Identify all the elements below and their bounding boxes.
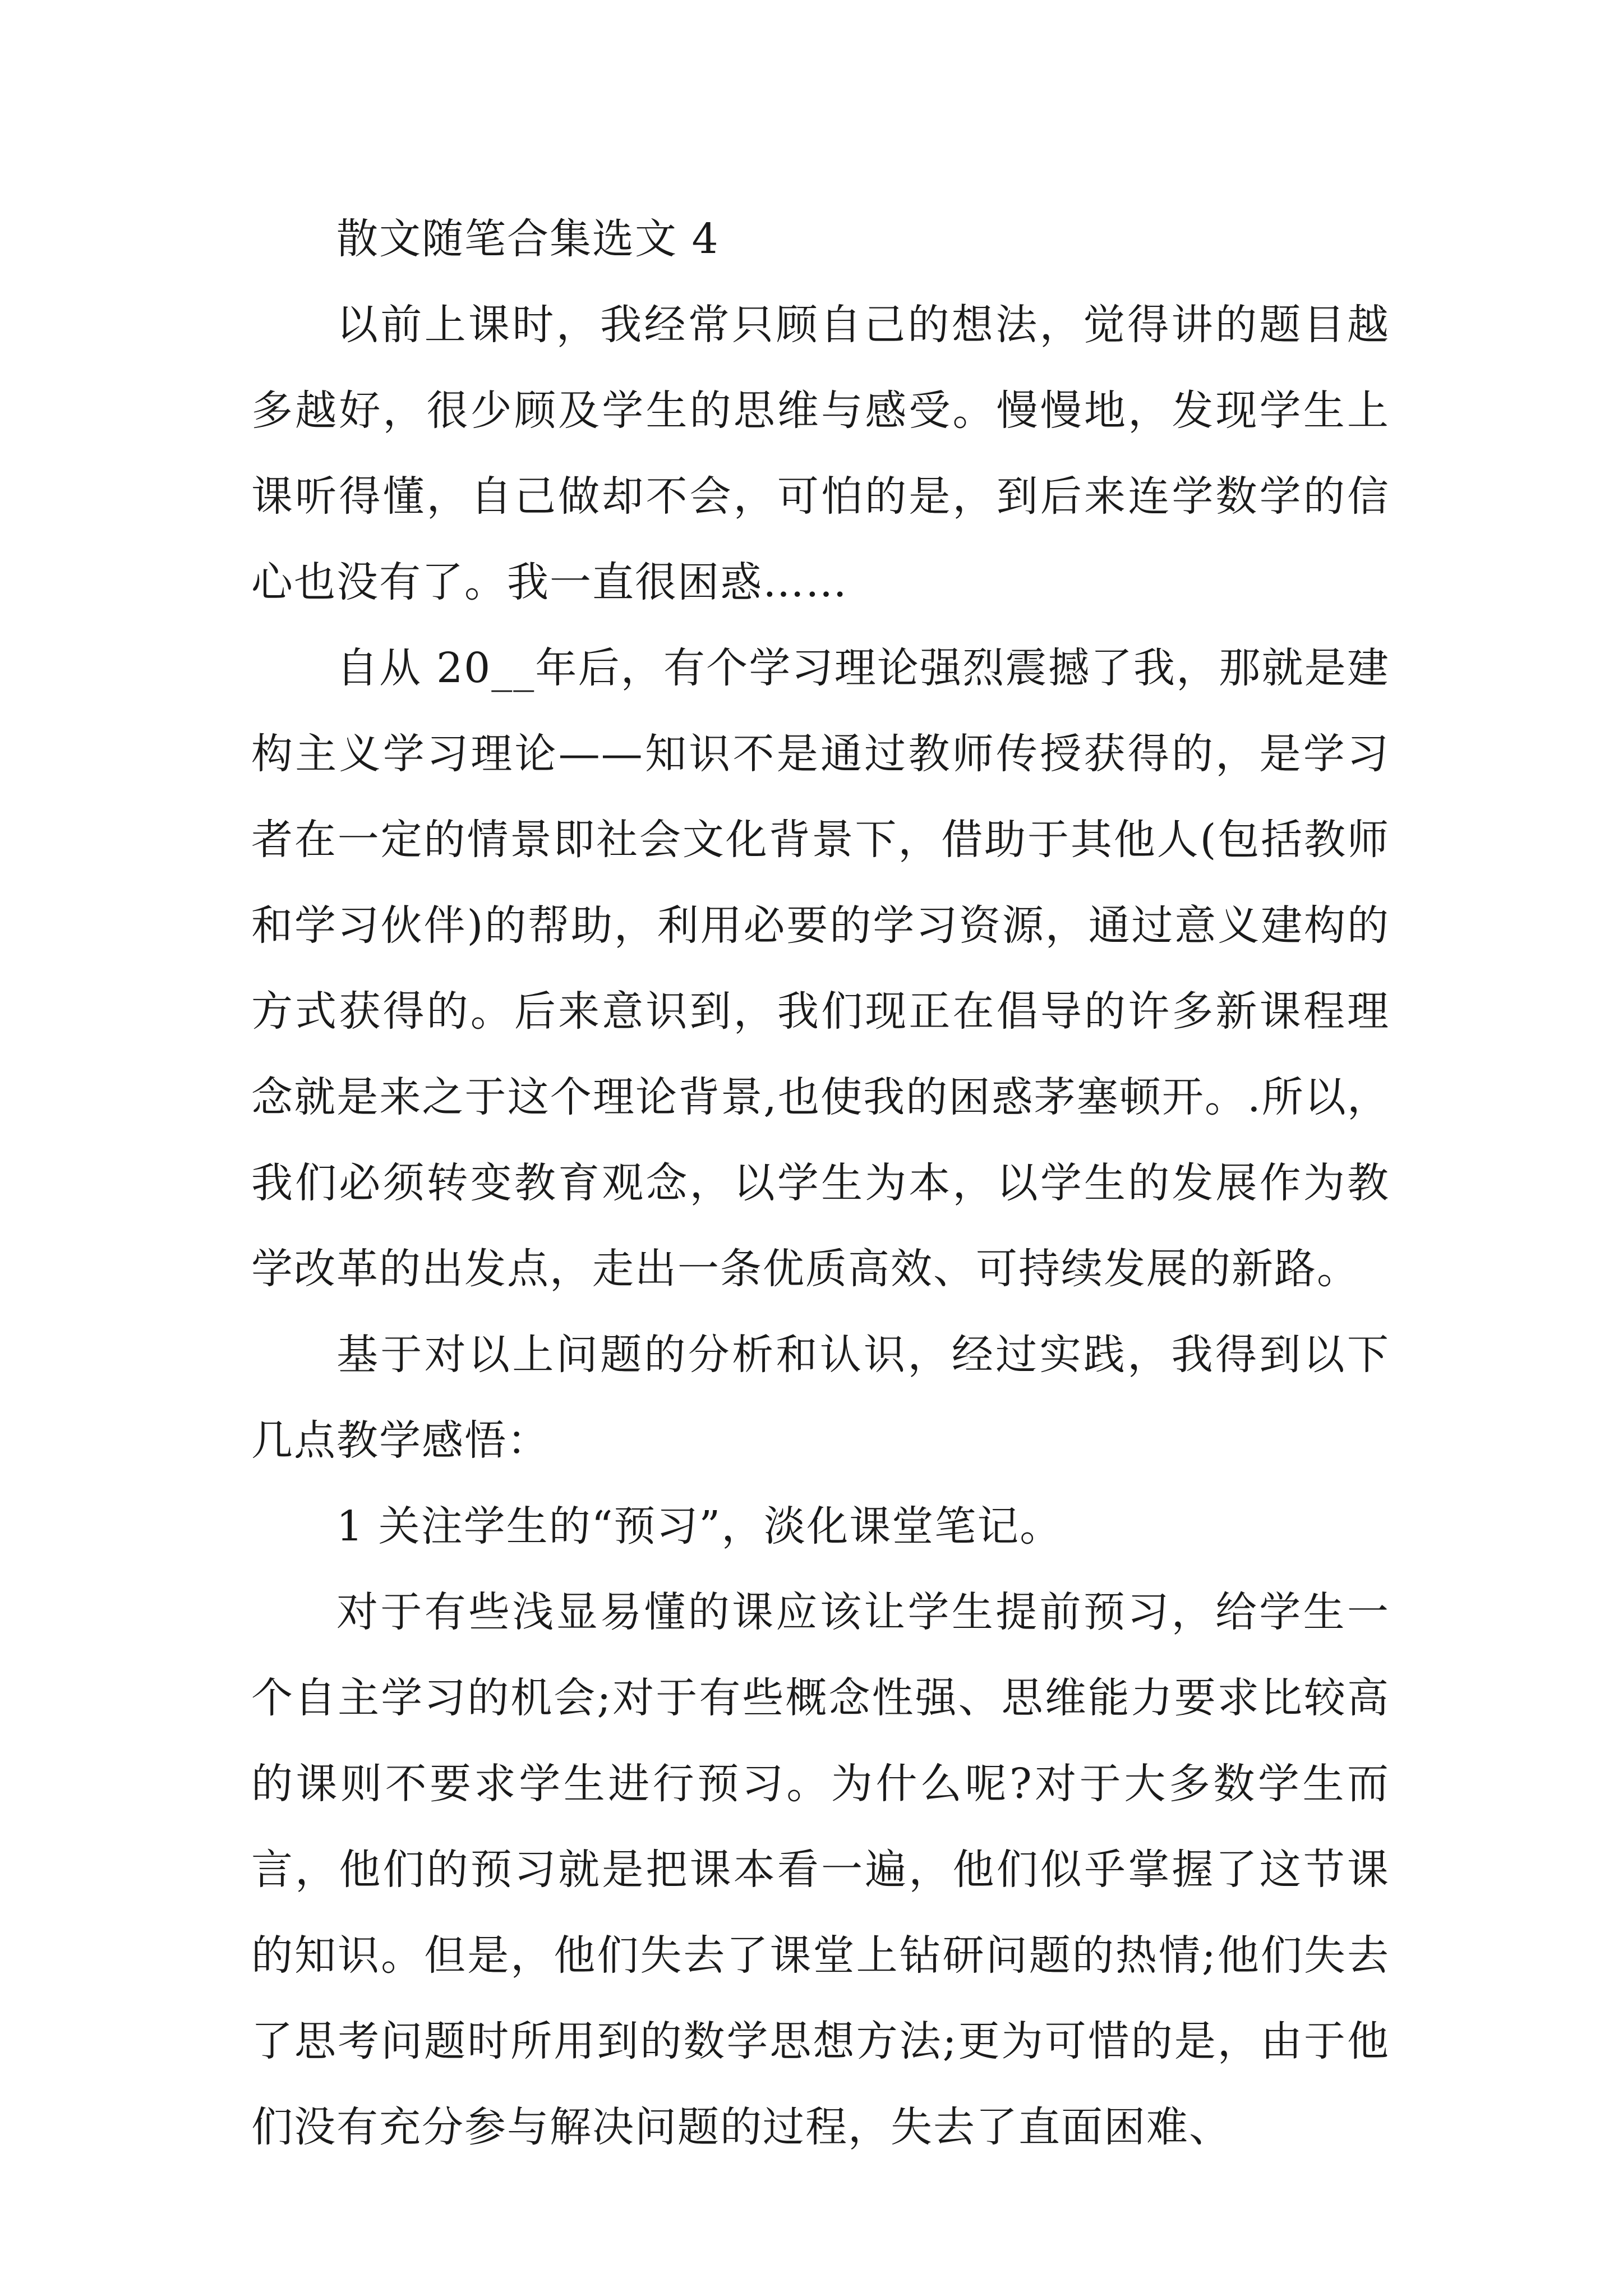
paragraph-1: 以前上课时，我经常只顾自己的想法，觉得讲的题目越多越好，很少顾及学生的思维与感受。慢慢地，发现学生上课听得懂，自己做却不会，可怕的是，到后来连学数学的信心也没有了。我一直很困惑…… <box>251 301 1390 606</box>
paragraph-5: 对于有些浅显易懂的课应该让学生提前预习，给学生一个自主学习的机会;对于有些概念性强、思维能力要求比较高的课则不要求学生进行预习。为什么呢?对于大多数学生而言，他们的预习就是把课本看一遍，他们似乎掌握了这节课的知识。但是，他们失去了课堂上钻研问题的热情;他们失去了思考问题时所用到的数学思想方法;更为可惜的是，由于他们没有充分参与解决问题的过程，失去了直面困难、 <box>251 1588 1390 2151</box>
paragraph-2: 自从 20__年后，有个学习理论强烈震撼了我，那就是建构主义学习理论——知识不是通过教师传授获得的，是学习者在一定的情景即社会文化背景下，借助于其他人(包括教师和学习伙伴)的帮助，利用必要的学习资源，通过意义建构的方式获得的。后来意识到，我们现正在倡导的许多新课程理念就是来之于这个理论背景,也使我的困惑茅塞顿开。.所以，我们必须转变教育观念，以学生为本，以学生的发展作为教学改革的出发点，走出一条优质高效、可持续发展的新路。 <box>251 644 1390 1293</box>
document-title: 散文随笔合集选文 4 <box>336 215 720 263</box>
document-body <box>251 196 1390 2170</box>
paragraph-4: 1 关注学生的“预习”，淡化课堂笔记。 <box>336 1502 1063 1550</box>
paragraph-3: 基于对以上问题的分析和认识，经过实践，我得到以下几点教学感悟： <box>251 1331 1390 1465</box>
